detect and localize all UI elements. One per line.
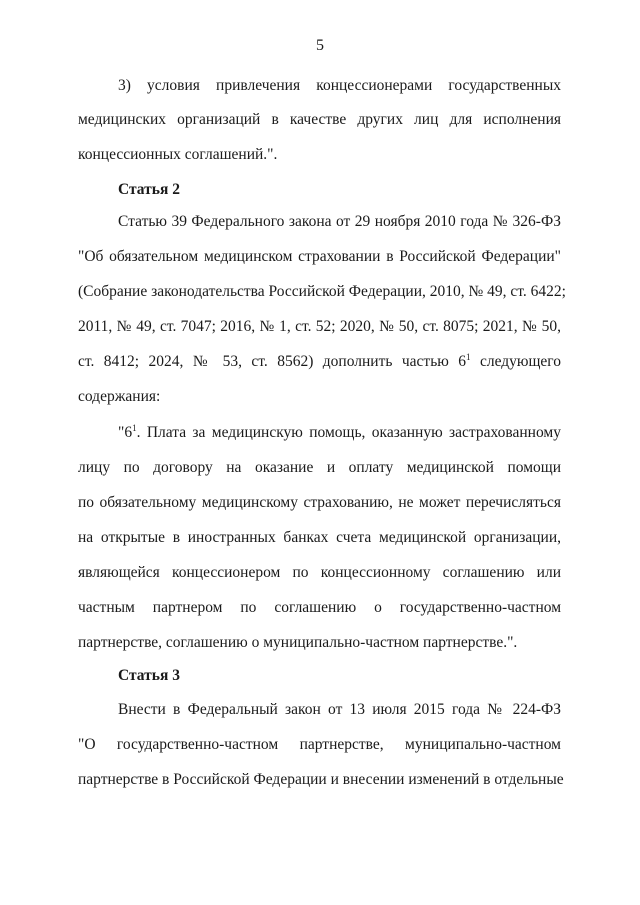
text-line: частным партнером по соглашению о государственно-частном: [78, 599, 561, 616]
text-segment: . Плата за медицинскую помощь, оказанную застрахованному: [136, 424, 561, 441]
text-line: (Собрание законодательства Российской Федерации, 2010, № 49, ст. 6422;: [78, 283, 566, 300]
article-heading: Статья 3: [118, 667, 180, 684]
text-line: лицу по договору на оказание и оплату медицинской помощи: [78, 459, 561, 476]
superscript: 1: [466, 351, 471, 362]
text-line: "О государственно-частном партнерстве, муниципально-частном: [78, 736, 561, 753]
page-number: 5: [316, 37, 324, 54]
text-line: медицинских организаций в качестве других лиц для исполнения: [78, 111, 561, 128]
text-line: 2011, № 49, ст. 7047; 2016, № 1, ст. 52; 2020, № 50, ст. 8075; 2021, № 50,: [78, 318, 561, 335]
text-line: партнерстве, соглашению о муниципально-частном партнерстве.".: [78, 634, 518, 651]
text-line: Статью 39 Федерального закона от 29 ноября 2010 года № 326-ФЗ: [118, 213, 561, 230]
article-heading: Статья 2: [118, 181, 180, 198]
text-segment: следующего: [470, 353, 562, 370]
text-line: содержания:: [78, 388, 161, 405]
text-segment: "6: [118, 424, 133, 441]
text-line: являющейся концессионером по концессионному соглашению или: [78, 564, 561, 581]
text-line: концессионных соглашений.".: [78, 146, 278, 163]
text-line: Внести в Федеральный закон от 13 июля 2015 года № 224-ФЗ: [118, 701, 561, 718]
text-line: [118, 423, 561, 443]
text-line: "Об обязательном медицинском страховании в Российской Федерации": [78, 248, 561, 265]
text-line: 3) условия привлечения концессионерами государственных: [118, 77, 561, 94]
text-line: [78, 352, 561, 372]
text-segment: ст. 8412; 2024, № 53, ст. 8562) дополнить частью 6: [78, 353, 467, 370]
text-line: на открытые в иностранных банках счета медицинской организации,: [78, 529, 561, 546]
text-line: партнерстве в Российской Федерации и внесении изменений в отдельные: [78, 771, 564, 788]
superscript: 1: [132, 422, 137, 433]
text-line: по обязательному медицинскому страхованию, не может перечисляться: [78, 494, 561, 511]
